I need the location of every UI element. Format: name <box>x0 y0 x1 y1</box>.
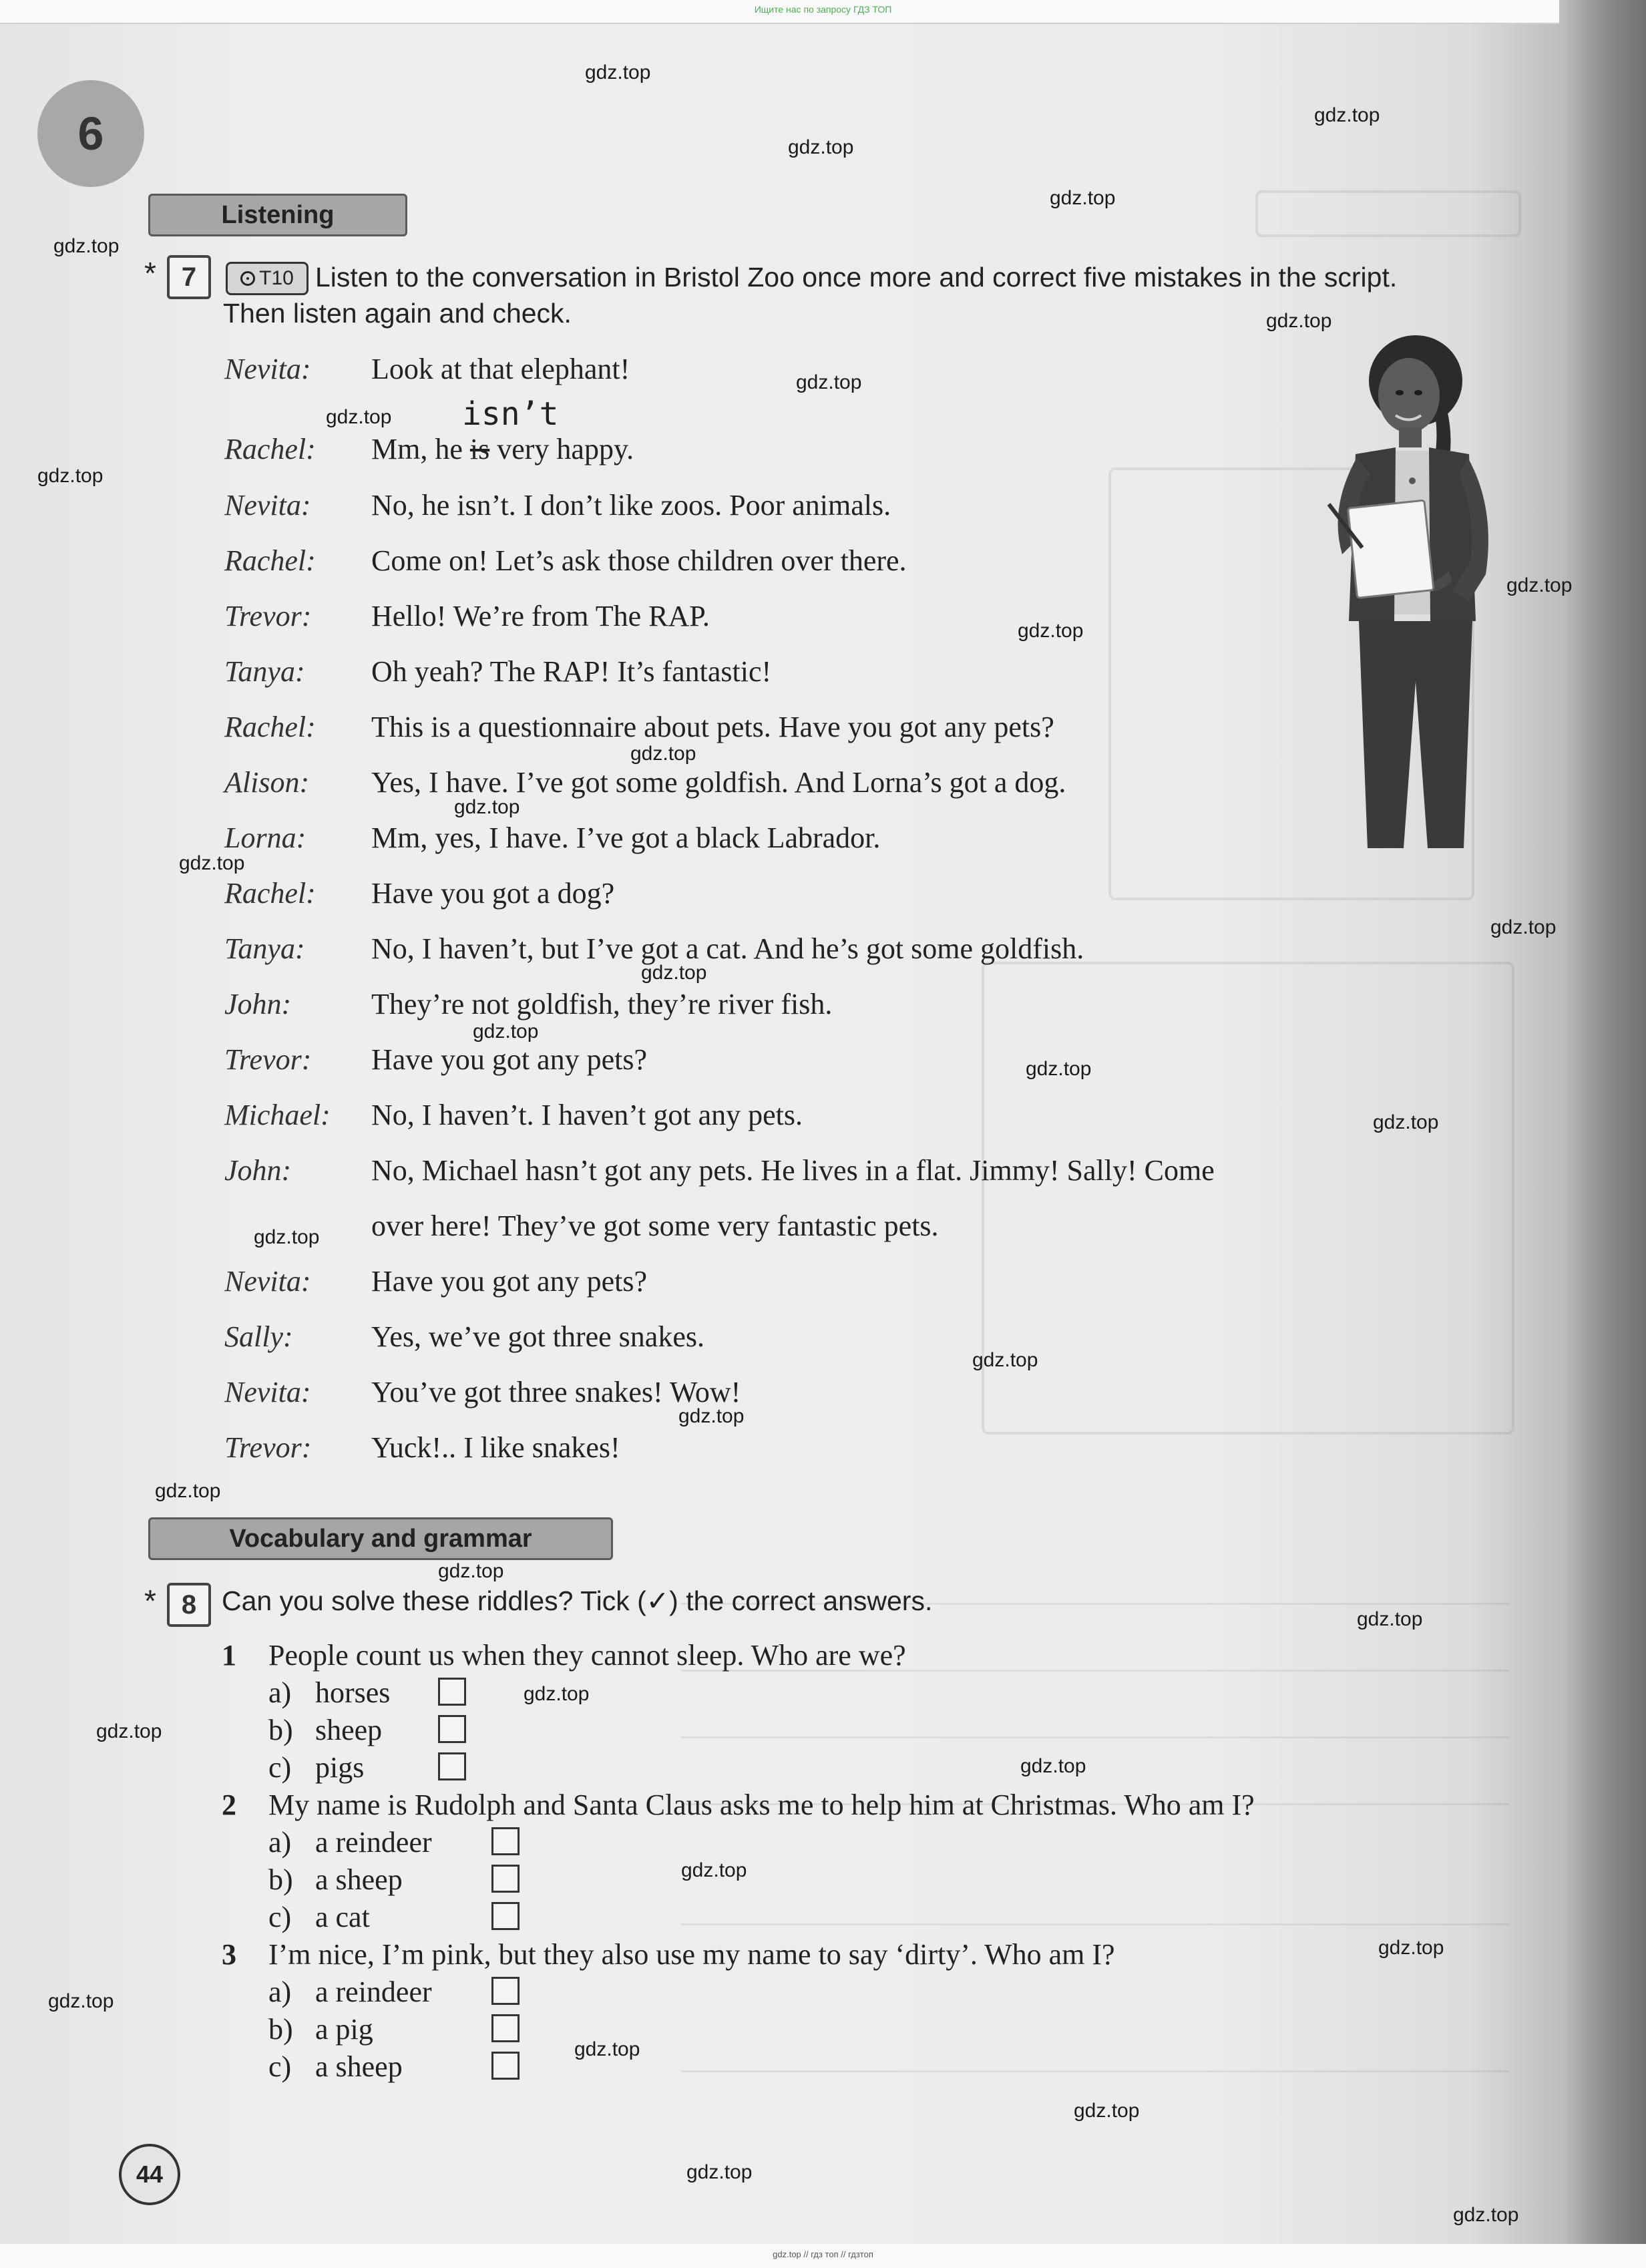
watermark-text: gdz.top <box>53 235 120 257</box>
script-speaker: Sally: <box>224 1320 293 1353</box>
exercise-number-8: 8 <box>167 1583 211 1627</box>
watermark-text: gdz.top <box>179 852 245 874</box>
script-speaker: Nevita: <box>224 353 311 385</box>
answer-checkbox[interactable] <box>491 2052 520 2080</box>
struck-word: is <box>469 433 490 465</box>
watermark-text: gdz.top <box>686 2161 753 2183</box>
exercise-7-instruction-line1: Listen to the conversation in Bristol Zoo once more and correct five mistakes in the script. <box>315 262 1398 293</box>
watermark-text: gdz.top <box>1020 1755 1086 1777</box>
script-speaker: Trevor: <box>224 1043 312 1076</box>
watermark-text: gdz.top <box>155 1480 221 1502</box>
watermark-text: gdz.top <box>796 371 862 393</box>
watermark-text: gdz.top <box>473 1020 539 1043</box>
answer-checkbox[interactable] <box>438 1678 466 1706</box>
script-line: Yes, we’ve got three snakes. <box>371 1320 704 1353</box>
track-label: T10 <box>259 267 294 289</box>
script-line: Come on! Let’s ask those children over there. <box>371 544 907 577</box>
bleed-through-letter <box>982 962 1514 1435</box>
answer-checkbox[interactable] <box>438 1752 466 1780</box>
script-line: Hello! We’re from The RAP. <box>371 600 710 632</box>
watermark-text: gdz.top <box>1074 2100 1140 2122</box>
riddle-question: 1 People count us when they cannot sleep. Who are we? <box>222 1639 906 1672</box>
watermark-text: gdz.top <box>574 2038 640 2060</box>
watermark-text: gdz.top <box>641 962 707 984</box>
script-line: No, Michael hasn’t got any pets. He lives in a flat. Jimmy! Sally! Come <box>371 1154 1215 1187</box>
listening-section-title: Listening <box>148 194 407 236</box>
audio-track-badge <box>226 262 308 295</box>
script-line: Have you got any pets? <box>371 1265 647 1298</box>
riddle-option: c) pigs <box>268 1751 365 1784</box>
watermark-text: gdz.top <box>678 1405 745 1427</box>
answer-checkbox[interactable] <box>491 2014 520 2042</box>
riddle-option: c) a cat <box>268 1901 370 1933</box>
watermark-text: gdz.top <box>454 796 520 818</box>
watermark-text: gdz.top <box>630 743 696 765</box>
script-speaker: John: <box>224 988 292 1020</box>
page-number: 44 <box>119 2144 180 2205</box>
watermark-text: gdz.top <box>37 465 104 487</box>
watermark-text: gdz.top <box>326 406 392 428</box>
riddle-question: 2 My name is Rudolph and Santa Claus asks me to help him at Christmas. Who am I? <box>222 1788 1255 1821</box>
riddle-option: b) sheep <box>268 1714 383 1746</box>
script-speaker: Michael: <box>224 1099 331 1131</box>
script-line: Have you got any pets? <box>371 1043 647 1076</box>
script-line-continued: over here! They’ve got some very fantastic pets. <box>371 1209 939 1242</box>
answer-checkbox[interactable] <box>438 1715 466 1743</box>
script-speaker: Trevor: <box>224 600 312 632</box>
script-line: They’re not goldfish, they’re river fish. <box>371 988 833 1020</box>
answer-checkbox[interactable] <box>491 1865 520 1893</box>
bleed-through-rule <box>681 1736 1509 1738</box>
asterisk-marker: * <box>144 1583 156 1618</box>
riddle-option: b) a sheep <box>268 1863 403 1896</box>
script-speaker: Rachel: <box>224 433 316 465</box>
watermark-text: gdz.top <box>1453 2204 1519 2226</box>
script-line: Oh yeah? The RAP! It’s fantastic! <box>371 655 772 688</box>
script-line: This is a questionnaire about pets. Have you got any pets? <box>371 711 1054 743</box>
script-line: Look at that elephant! <box>371 353 630 385</box>
bleed-through-rule <box>681 2070 1509 2072</box>
watermark-text: gdz.top <box>1378 1937 1444 1959</box>
script-speaker: John: <box>224 1154 292 1187</box>
script-speaker: Alison: <box>224 766 310 799</box>
handwritten-correction: isn’t <box>462 395 559 433</box>
script-line: Mm, yes, I have. I’ve got a black Labrador. <box>371 821 881 854</box>
watermark-text: gdz.top <box>1050 187 1116 209</box>
script-line: You’ve got three snakes! Wow! <box>371 1376 741 1408</box>
asterisk-marker: * <box>144 256 156 291</box>
watermark-text: gdz.top <box>1314 104 1380 126</box>
watermark-text: gdz.top <box>972 1349 1038 1371</box>
exercise-7-instruction-line2: Then listen again and check. <box>223 298 572 329</box>
vocabulary-section-title: Vocabulary and grammar <box>148 1517 613 1560</box>
watermark-text: gdz.top <box>788 136 854 158</box>
script-speaker: Trevor: <box>224 1431 312 1464</box>
watermark-text: gdz.top <box>1506 574 1573 596</box>
riddle-option: a) a reindeer <box>268 1975 432 2008</box>
script-line: Have you got a dog? <box>371 877 615 910</box>
script-speaker: Rachel: <box>224 711 316 743</box>
script-speaker: Nevita: <box>224 489 311 522</box>
script-line: Yuck!.. I like snakes! <box>371 1431 620 1464</box>
answer-checkbox[interactable] <box>491 1902 520 1930</box>
watermark-text: gdz.top <box>254 1226 320 1248</box>
bleed-through-rule <box>681 1923 1509 1925</box>
script-speaker: Tanya: <box>224 932 305 965</box>
watermark-text: gdz.top <box>438 1560 504 1582</box>
watermark-text: gdz.top <box>1490 916 1557 938</box>
script-speaker: Nevita: <box>224 1265 311 1298</box>
script-speaker: Nevita: <box>224 1376 311 1408</box>
script-line: No, he isn’t. I don’t like zoos. Poor animals. <box>371 489 891 522</box>
answer-checkbox[interactable] <box>491 1977 520 2005</box>
riddle-option: a) a reindeer <box>268 1826 432 1859</box>
watermark-text: gdz.top <box>96 1720 162 1742</box>
watermark-text: gdz.top <box>1357 1608 1423 1630</box>
bleed-through-tab <box>1255 190 1521 237</box>
riddle-option: c) a sheep <box>268 2050 403 2083</box>
riddle-option: a) horses <box>268 1676 391 1709</box>
watermark-text: gdz.top <box>585 61 651 83</box>
script-speaker: Lorna: <box>224 821 306 854</box>
exercise-8-instruction: Can you solve these riddles? Tick (✓) the correct answers. <box>222 1585 933 1616</box>
watermark-text: gdz.top <box>48 1990 114 2012</box>
unit-number-badge: 6 <box>37 80 144 187</box>
watermark-text: gdz.top <box>1373 1111 1439 1133</box>
footer-note: gdz.top // гдз топ // гдзтоп <box>773 2249 873 2259</box>
script-line: Yes, I have. I’ve got some goldfish. And Lorna’s got a dog. <box>371 766 1066 799</box>
script-speaker: Rachel: <box>224 877 316 910</box>
riddle-option: b) a pig <box>268 2013 373 2046</box>
script-line: No, I haven’t, but I’ve got a cat. And he’s got some goldfish. <box>371 932 1084 965</box>
script-speaker: Tanya: <box>224 655 305 688</box>
watermark-text: gdz.top <box>524 1683 590 1705</box>
watermark-text: gdz.top <box>681 1859 747 1881</box>
header-note: Ищите нас по запросу ГДЗ ТОП <box>754 4 892 15</box>
answer-checkbox[interactable] <box>491 1827 520 1855</box>
watermark-text: gdz.top <box>1026 1058 1092 1080</box>
girl-with-clipboard-illustration <box>1315 334 1516 848</box>
watermark-text: gdz.top <box>1266 310 1332 332</box>
watermark-text: gdz.top <box>1018 620 1084 642</box>
riddle-question: 3 I’m nice, I’m pink, but they also use my name to say ‘dirty’. Who am I? <box>222 1938 1115 1971</box>
script-speaker: Rachel: <box>224 544 316 577</box>
exercise-number-7: 7 <box>167 255 211 299</box>
script-line-corrected: Mm, he is very happy. <box>371 433 634 465</box>
script-line: No, I haven’t. I haven’t got any pets. <box>371 1099 803 1131</box>
cd-icon <box>240 271 255 286</box>
